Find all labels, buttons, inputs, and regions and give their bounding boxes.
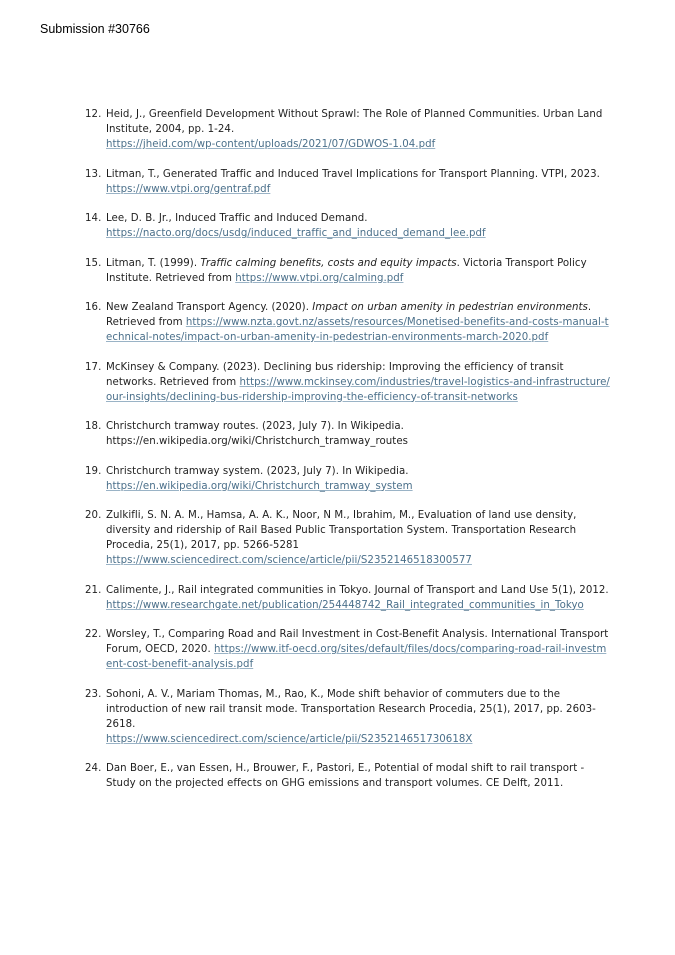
reference-text-pre: New Zealand Transport Agency. (2020). bbox=[106, 302, 313, 313]
reference-text: Christchurch tramway routes. (2023, July 7). In Wikipedia. bbox=[106, 421, 404, 432]
reference-number: 12. bbox=[85, 109, 102, 120]
reference-link[interactable]: https://www.nzta.govt.nz/assets/resources/Monetised-benefits-and-costs-manual-technical-notes/impact-on-urban-amenity-in-pedestrian-environments-march-2020.pdf bbox=[106, 317, 609, 343]
reference-number: 16. bbox=[85, 302, 102, 313]
reference-link[interactable]: https://www.vtpi.org/gentraf.pdf bbox=[106, 183, 271, 195]
reference-number: 21. bbox=[85, 584, 102, 596]
reference-text-pre: Litman, T. (1999). bbox=[106, 257, 201, 269]
reference-text: Sohoni, A. V., Mariam Thomas, M., Rao, K., Mode shift behavior of commuters due to the introduction of new rail transit mode. Transportation Research Procedia, 25(1), 2017, pp. 2603-2618. bbox=[106, 688, 596, 730]
reference-text-post: . Victoria Transport Policy Institute. Retrieved from bbox=[106, 257, 587, 284]
reference-item-16 bbox=[85, 300, 610, 345]
reference-link[interactable]: https://www.researchgate.net/publication/254448742_Rail_integrated_communities_in_Tokyo bbox=[106, 599, 584, 611]
reference-text-post: . Retrieved from bbox=[106, 302, 592, 328]
reference-number: 18. bbox=[85, 421, 102, 432]
reference-link[interactable]: https://www.sciencedirect.com/science/article/pii/S235214651730618X bbox=[106, 733, 473, 745]
reference-text: Worsley, T., Comparing Road and Rail Investment in Cost-Benefit Analysis. International Transport Forum, OECD, 2020. bbox=[106, 629, 609, 655]
reference-text: Christchurch tramway system. (2023, July 7). In Wikipedia. bbox=[106, 465, 409, 477]
reference-text: Dan Boer, E., van Essen, H., Brouwer, F., Pastori, E., Potential of modal shift to rail transport - Study on the projected effects on GHG emissions and transport volumes. CE Delft, 2011. bbox=[106, 763, 585, 789]
reference-link[interactable]: https://jheid.com/wp-content/uploads/2021/07/GDWOS-1.04.pdf bbox=[106, 139, 436, 150]
reference-number: 23. bbox=[85, 688, 102, 700]
reference-item-14 bbox=[85, 211, 610, 241]
reference-text: Litman, T., Generated Traffic and Induced Travel Implications for Transport Planning. VTPI, 2023. bbox=[106, 168, 600, 180]
reference-number: 15. bbox=[85, 257, 102, 269]
reference-number: 22. bbox=[85, 629, 102, 640]
reference-item-12 bbox=[85, 107, 610, 152]
submission-header: Submission #30766 bbox=[40, 22, 150, 36]
reference-item-15 bbox=[85, 256, 610, 286]
reference-text: Lee, D. B. Jr., Induced Traffic and Induced Demand. bbox=[106, 213, 368, 224]
reference-text: Calimente, J., Rail integrated communities in Tokyo. Journal of Transport and Land Use 5(1), 2012. bbox=[106, 584, 609, 596]
reference-item-22 bbox=[85, 627, 610, 672]
reference-link[interactable]: https://www.itf-oecd.org/sites/default/files/docs/comparing-road-rail-investment-cost-benefit-analysis.pdf bbox=[106, 644, 607, 670]
reference-text: Heid, J., Greenfield Development Without Sprawl: The Role of Planned Communities. Urban Land Institute, 2004, pp. 1-24. bbox=[106, 109, 603, 135]
reference-link[interactable]: https://www.sciencedirect.com/science/article/pii/S2352146518300577 bbox=[106, 555, 472, 566]
reference-link[interactable]: https://www.vtpi.org/calming.pdf bbox=[235, 272, 404, 284]
reference-link[interactable]: https://www.mckinsey.com/industries/travel-logistics-and-infrastructure/our-insights/declining-bus-ridership-improving-the-efficiency-of-transit-networks bbox=[106, 376, 610, 403]
reference-title: Impact on urban amenity in pedestrian environments bbox=[312, 302, 588, 313]
reference-list bbox=[85, 107, 610, 806]
reference-number: 17. bbox=[85, 361, 102, 373]
reference-text: McKinsey & Company. (2023). Declining bus ridership: Improving the efficiency of transit networks. Retrieved from bbox=[106, 361, 564, 388]
reference-link[interactable]: https://nacto.org/docs/usdg/induced_traffic_and_induced_demand_lee.pdf bbox=[106, 228, 486, 239]
reference-item-18 bbox=[85, 419, 610, 449]
reference-title: Traffic calming benefits, costs and equity impacts bbox=[200, 257, 457, 269]
reference-number: 19. bbox=[85, 465, 102, 477]
reference-item-21 bbox=[85, 583, 610, 613]
reference-link[interactable]: https://en.wikipedia.org/wiki/Christchurch_tramway_system bbox=[106, 480, 413, 492]
reference-number: 14. bbox=[85, 213, 102, 224]
reference-number: 13. bbox=[85, 168, 102, 180]
reference-number: 20. bbox=[85, 510, 102, 521]
reference-item-17 bbox=[85, 360, 610, 405]
reference-item-19 bbox=[85, 464, 610, 494]
reference-url-text: https://en.wikipedia.org/wiki/Christchurch_tramway_routes bbox=[106, 436, 408, 447]
reference-number: 24. bbox=[85, 763, 102, 774]
reference-item-24 bbox=[85, 761, 610, 791]
reference-item-13 bbox=[85, 167, 610, 197]
reference-item-20 bbox=[85, 508, 610, 568]
reference-item-23 bbox=[85, 687, 610, 747]
reference-text: Zulkifli, S. N. A. M., Hamsa, A. A. K., Noor, N M., Ibrahim, M., Evaluation of land use density, diversity and ridership of Rail Based Public Transportation System. Transportation Research Procedia, 25(1), 2017, pp. 5266-5281 bbox=[106, 510, 577, 551]
